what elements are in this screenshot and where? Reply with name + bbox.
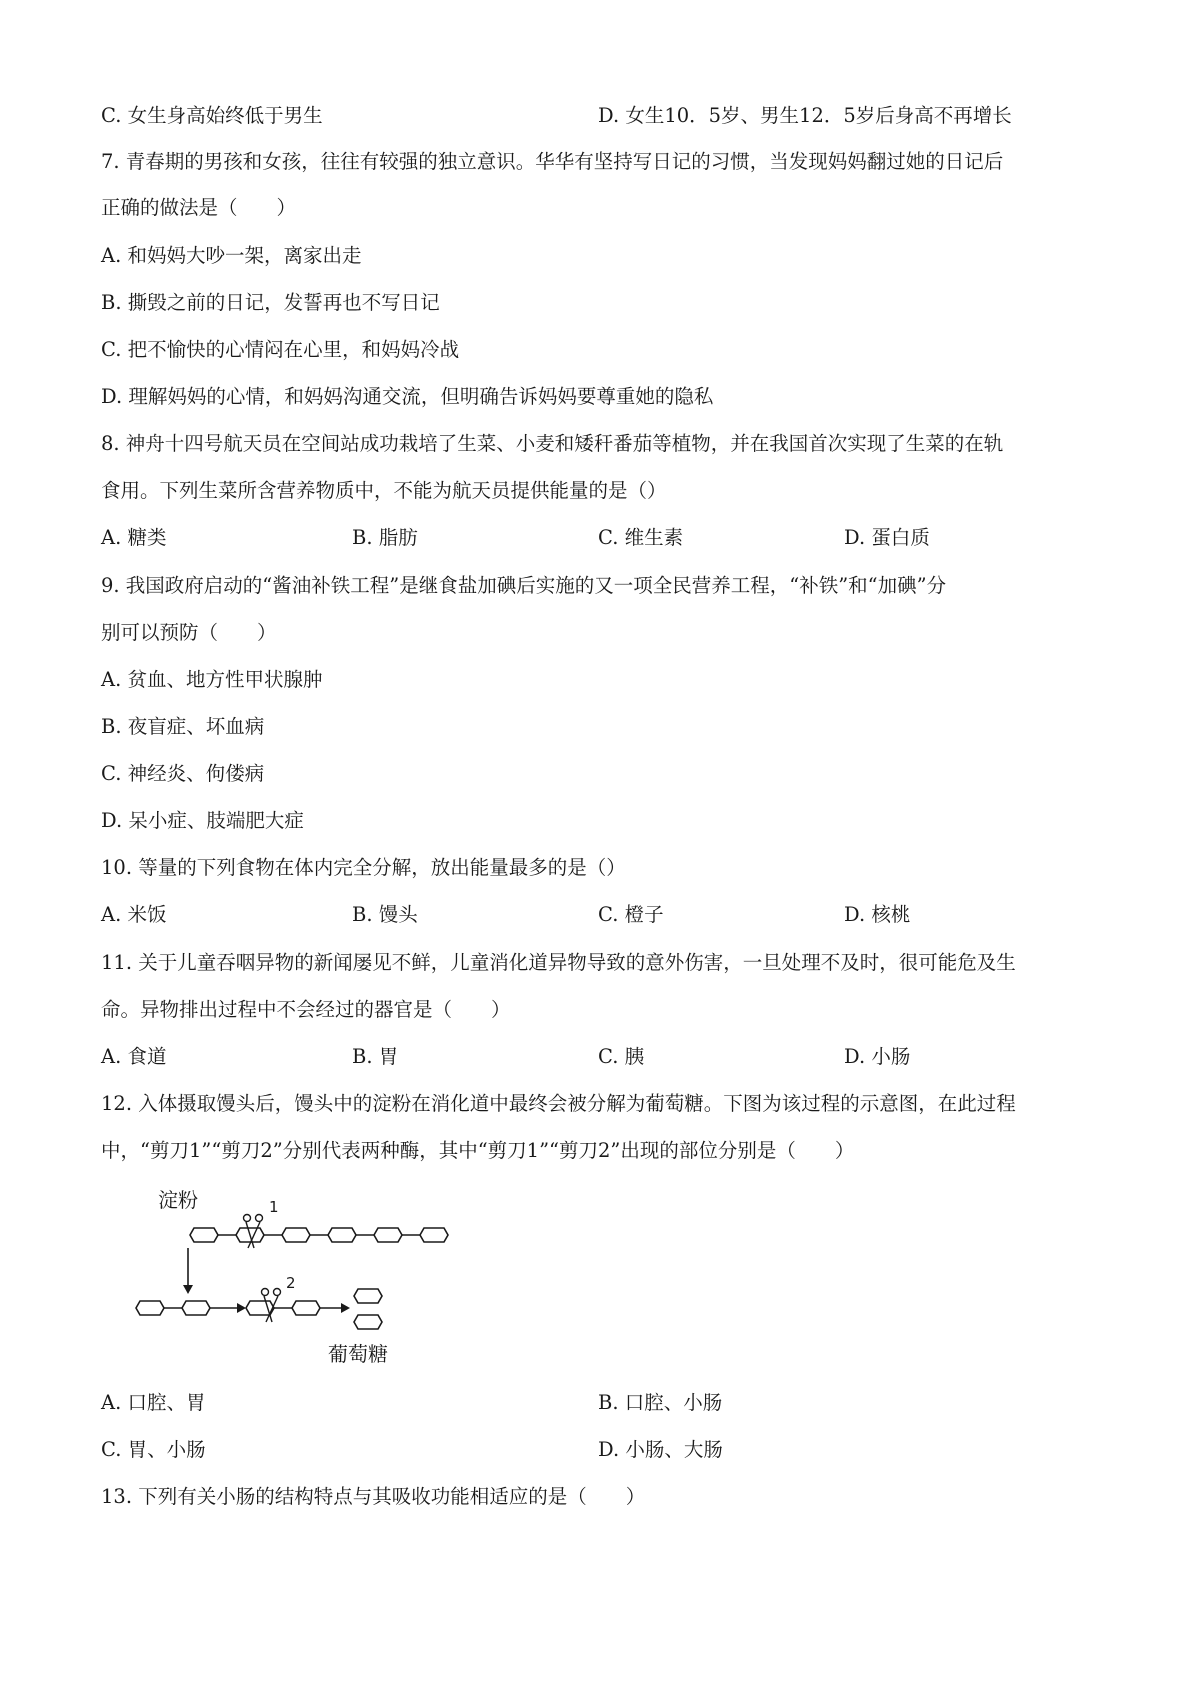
q7-stem-line1: 7. 青春期的男孩和女孩，往往有较强的独立意识。华华有坚持写日记的习惯，当发现妈妈翻过她的日记后 bbox=[101, 150, 1004, 173]
q9-option-c: C. 神经炎、佝偻病 bbox=[101, 762, 265, 785]
q11-option-c: C. 胰 bbox=[598, 1045, 645, 1068]
q10-option-d: D. 核桃 bbox=[844, 903, 911, 926]
q10-option-a: A. 米饭 bbox=[101, 903, 167, 926]
q6-option-c: C. 女生身高始终低于男生 bbox=[101, 104, 323, 127]
q7-stem-line2: 正确的做法是（ ） bbox=[101, 196, 297, 219]
q12-option-d: D. 小肠、大肠 bbox=[598, 1438, 723, 1461]
q8-stem-line1: 8. 神舟十四号航天员在空间站成功栽培了生菜、小麦和矮秆番茄等植物，并在我国首次实现了生菜的在轨 bbox=[101, 432, 1004, 455]
q11-stem-line1: 11. 关于儿童吞咽异物的新闻屡见不鲜，儿童消化道异物导致的意外伤害，一旦处理不及时，很可能危及生 bbox=[101, 951, 1016, 974]
bottom-chain-unit-2 bbox=[182, 1301, 210, 1315]
top-chain-unit-6 bbox=[420, 1228, 448, 1242]
q11-stem-line2: 命。异物排出过程中不会经过的器官是（ ） bbox=[101, 998, 511, 1021]
q12-option-a: A. 口腔、胃 bbox=[101, 1391, 206, 1414]
starch-digestion-diagram bbox=[130, 1188, 470, 1368]
q12-option-c: C. 胃、小肠 bbox=[101, 1438, 206, 1461]
q13-stem: 13. 下列有关小肠的结构特点与其吸收功能相适应的是（ ） bbox=[101, 1485, 646, 1508]
q11-option-d: D. 小肠 bbox=[844, 1045, 911, 1068]
glucose-unit-1 bbox=[354, 1289, 382, 1303]
glucose-unit-2 bbox=[354, 1315, 382, 1329]
bottom-chain-unit-1 bbox=[136, 1301, 164, 1315]
q12-stem-line2: 中，“剪刀1”“剪刀2”分别代表两种酶，其中“剪刀1”“剪刀2”出现的部位分别是（ ） bbox=[101, 1139, 855, 1162]
top-chain-unit-5 bbox=[374, 1228, 402, 1242]
q9-option-b: B. 夜盲症、坏血病 bbox=[101, 715, 265, 738]
q11-option-a: A. 食道 bbox=[101, 1045, 167, 1068]
q9-stem-line2: 别可以预防（ ） bbox=[101, 621, 277, 644]
q10-option-c: C. 橙子 bbox=[598, 903, 664, 926]
q9-stem-line1: 9. 我国政府启动的“酱油补铁工程”是继食盐加碘后实施的又一项全民营养工程，“补铁”和“加碘”分 bbox=[101, 574, 947, 597]
q8-option-a: A. 糖类 bbox=[101, 526, 167, 549]
top-chain-unit-1 bbox=[190, 1228, 218, 1242]
scissors-1-number: 1 bbox=[269, 1198, 279, 1216]
q11-option-b: B. 胃 bbox=[352, 1045, 399, 1068]
q7-option-c: C. 把不愉快的心情闷在心里，和妈妈冷战 bbox=[101, 338, 460, 361]
q7-option-d: D. 理解妈妈的心情，和妈妈沟通交流，但明确告诉妈妈要尊重她的隐私 bbox=[101, 385, 714, 408]
glucose-label: 葡萄糖 bbox=[328, 1342, 388, 1366]
q8-option-b: B. 脂肪 bbox=[352, 526, 418, 549]
q7-option-b: B. 撕毁之前的日记，发誓再也不写日记 bbox=[101, 291, 440, 314]
q7-option-a: A. 和妈妈大吵一架，离家出走 bbox=[101, 244, 362, 267]
q12-stem-line1: 12. 入体摄取馒头后，馒头中的淀粉在消化道中最终会被分解为葡萄糖。下图为该过程的示意图，在此过程 bbox=[101, 1092, 1016, 1115]
scissors-2-number: 2 bbox=[286, 1274, 296, 1292]
digestion-diagram-svg bbox=[130, 1188, 470, 1368]
maltose-unit-2 bbox=[292, 1301, 320, 1315]
q10-stem: 10. 等量的下列食物在体内完全分解，放出能量最多的是（） bbox=[101, 856, 626, 879]
q10-option-b: B. 馒头 bbox=[352, 903, 418, 926]
top-chain-unit-3 bbox=[282, 1228, 310, 1242]
q9-option-a: A. 贫血、地方性甲状腺肿 bbox=[101, 668, 323, 691]
top-chain-unit-4 bbox=[328, 1228, 356, 1242]
q8-option-d: D. 蛋白质 bbox=[844, 526, 930, 549]
q12-option-b: B. 口腔、小肠 bbox=[598, 1391, 723, 1414]
starch-label: 淀粉 bbox=[158, 1188, 198, 1212]
q9-option-d: D. 呆小症、肢端肥大症 bbox=[101, 809, 304, 832]
q6-option-d: D. 女生10．5岁、男生12．5岁后身高不再增长 bbox=[598, 104, 1012, 127]
q8-option-c: C. 维生素 bbox=[598, 526, 684, 549]
q8-stem-line2: 食用。下列生菜所含营养物质中，不能为航天员提供能量的是（） bbox=[101, 479, 667, 502]
